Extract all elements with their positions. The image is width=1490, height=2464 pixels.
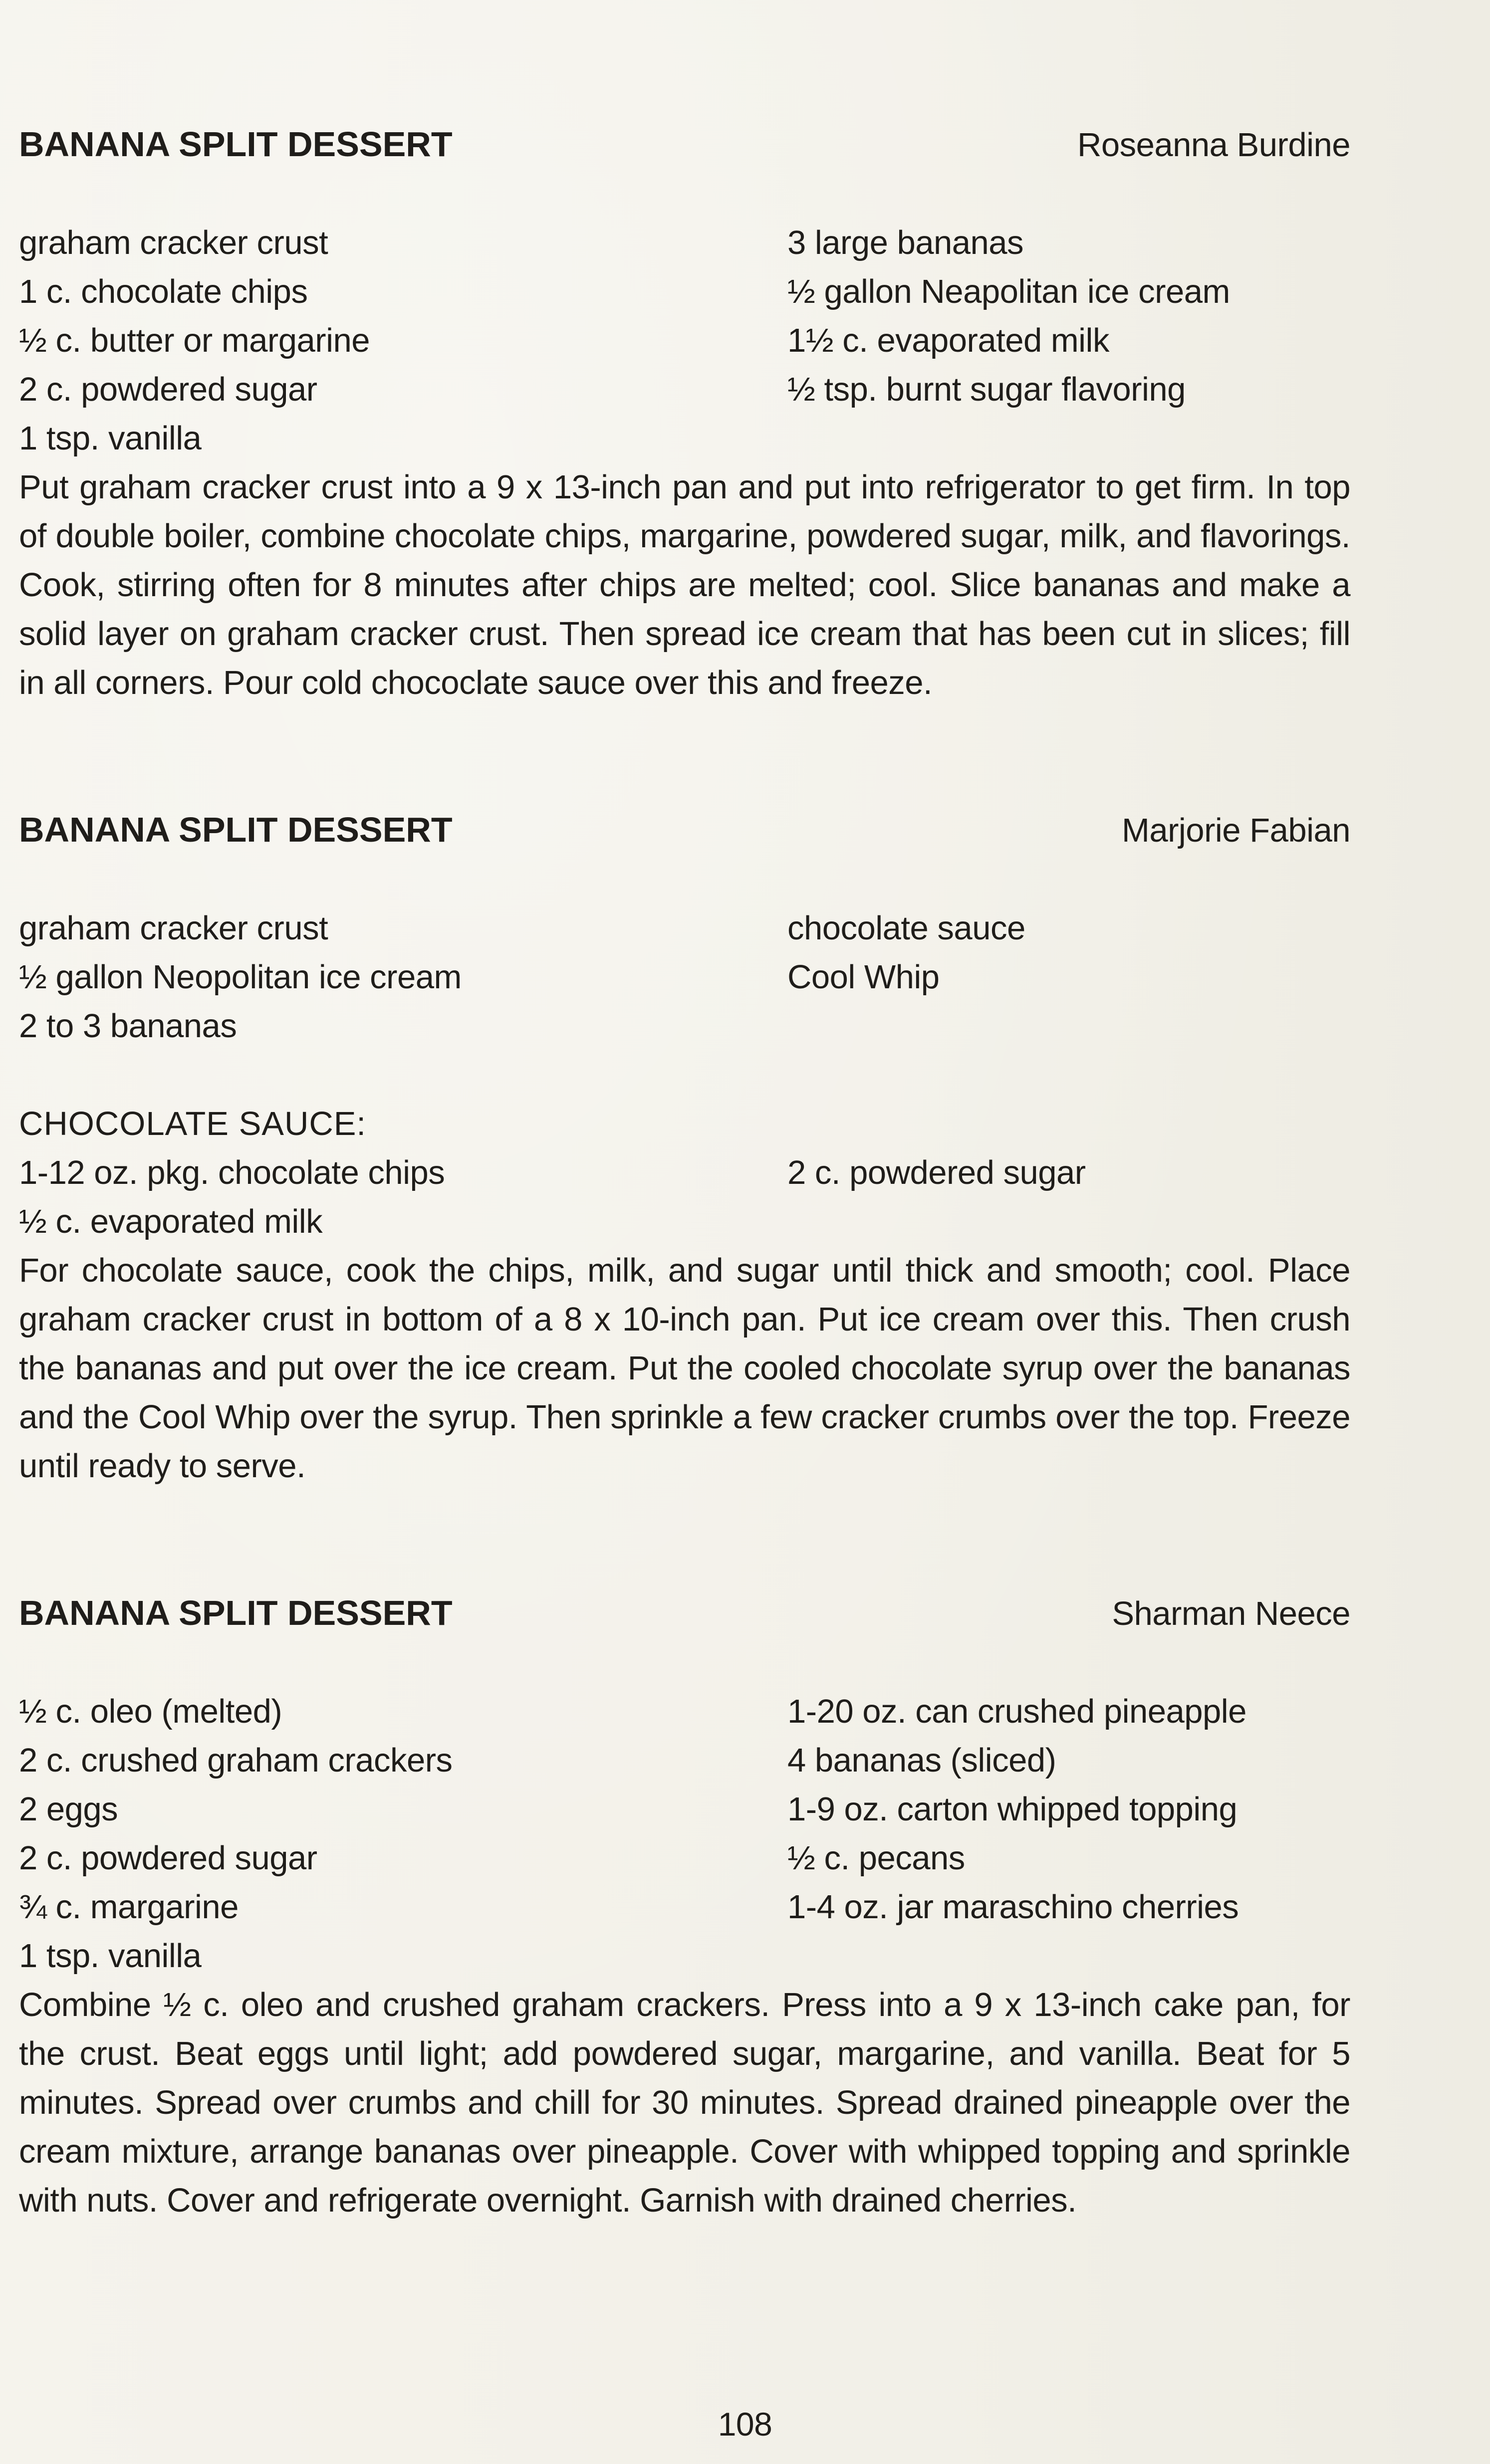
recipe-directions: Combine ½ c. oleo and crushed graham crackers. Press into a 9 x 13-inch cake pan, for the crust. Beat eggs until light; add powdered sugar, margarine, and vanilla. Beat for 5 minutes. Spread over crumbs and chill for 30 minutes. Spread drained pineapple over the cream mixture, arrange bananas over pineapple. Cover with whipped topping and sprinkle with nuts. Cover and refrigerate overnight. Garnish with drained cherries. xyxy=(19,1986,1350,2219)
ingredient-column-right xyxy=(787,219,1350,463)
ingredient-item: 1 tsp. vanilla xyxy=(19,1937,202,1975)
ingredient-item: 1½ c. evaporated milk xyxy=(787,322,1109,359)
recipe-directions: For chocolate sauce, cook the chips, milk, and sugar until thick and smooth; cool. Place graham cracker crust in bottom of a 8 x 10-inch pan. Put ice cream over this. Then crush the bananas and put over the ice cream. Put the cooled chocolate syrup over the bananas and the Cool Whip over the syrup. Then sprinkle a few cracker crumbs over the top. Freeze until ready to serve. xyxy=(19,1252,1350,1485)
ingredient-item: 2 to 3 bananas xyxy=(19,1007,237,1045)
recipe-author: Roseanna Burdine xyxy=(1077,126,1350,164)
recipe-3 xyxy=(19,1588,1350,2225)
ingredient-item: 2 c. crushed graham crackers xyxy=(19,1742,453,1779)
ingredient-item: graham cracker crust xyxy=(19,224,328,261)
ingredient-item: ½ tsp. burnt sugar flavoring xyxy=(787,371,1186,408)
recipe-1 xyxy=(19,120,1350,707)
ingredient-column-left xyxy=(19,904,787,1051)
page-number: 108 xyxy=(718,2406,772,2443)
ingredient-column-left xyxy=(19,1687,787,1981)
recipe-header xyxy=(19,805,1350,855)
ingredient-column-right xyxy=(787,904,1350,1051)
ingredient-column-right xyxy=(787,1148,1350,1246)
recipe-title: BANANA SPLIT DESSERT xyxy=(19,125,453,164)
ingredient-item: 2 eggs xyxy=(19,1791,118,1828)
recipe-author: Sharman Neece xyxy=(1112,1595,1350,1632)
recipe-title: BANANA SPLIT DESSERT xyxy=(19,810,453,849)
ingredient-item: 1 c. chocolate chips xyxy=(19,273,308,310)
ingredient-column-left xyxy=(19,1148,787,1246)
ingredient-item: ½ gallon Neopolitan ice cream xyxy=(19,958,462,996)
recipe-2 xyxy=(19,805,1350,1491)
ingredient-item: 1-4 oz. jar maraschino cherries xyxy=(787,1888,1239,1926)
ingredient-item: 2 c. powdered sugar xyxy=(787,1154,1086,1191)
ingredient-column-left xyxy=(19,219,787,463)
recipe-title: BANANA SPLIT DESSERT xyxy=(19,1593,453,1632)
recipe-author: Marjorie Fabian xyxy=(1122,812,1350,849)
ingredient-list xyxy=(19,1687,1350,1981)
ingredient-item: 2 c. powdered sugar xyxy=(19,1839,317,1877)
ingredient-item: ½ gallon Neapolitan ice cream xyxy=(787,273,1230,310)
sauce-subheading: CHOCOLATE SAUCE: xyxy=(19,1105,367,1142)
ingredient-item: ½ c. oleo (melted) xyxy=(19,1693,282,1730)
ingredient-item: ½ c. butter or margarine xyxy=(19,322,370,359)
ingredient-item: chocolate sauce xyxy=(787,909,1025,947)
ingredient-item: ¾ c. margarine xyxy=(19,1888,239,1926)
ingredient-item: 3 large bananas xyxy=(787,224,1024,261)
ingredient-item: graham cracker crust xyxy=(19,909,328,947)
ingredient-item: 1-20 oz. can crushed pineapple xyxy=(787,1693,1246,1730)
ingredient-list xyxy=(19,904,1350,1051)
ingredient-item: 1-12 oz. pkg. chocolate chips xyxy=(19,1154,445,1191)
ingredient-item: 4 bananas (sliced) xyxy=(787,1742,1056,1779)
recipe-header xyxy=(19,120,1350,170)
ingredient-item: ½ c. evaporated milk xyxy=(19,1203,323,1240)
ingredient-item: Cool Whip xyxy=(787,958,940,996)
ingredient-item: 1 tsp. vanilla xyxy=(19,420,202,457)
recipe-header xyxy=(19,1588,1350,1638)
ingredient-item: 1-9 oz. carton whipped topping xyxy=(787,1791,1238,1828)
ingredient-item: ½ c. pecans xyxy=(787,1839,965,1877)
ingredient-item: 2 c. powdered sugar xyxy=(19,371,317,408)
ingredient-column-right xyxy=(787,1687,1350,1981)
sauce-ingredient-list xyxy=(19,1148,1350,1246)
ingredient-list xyxy=(19,219,1350,463)
recipe-directions: Put graham cracker crust into a 9 x 13-inch pan and put into refrigerator to get firm. In top of double boiler, combine chocolate chips, margarine, powdered sugar, milk, and flavorings. Cook, stirring often for 8 minutes after chips are melted; cool. Slice bananas and make a solid layer on graham cracker crust. Then spread ice cream that has been cut in slices; fill in all corners. Pour cold chococlate sauce over this and freeze. xyxy=(19,468,1350,701)
